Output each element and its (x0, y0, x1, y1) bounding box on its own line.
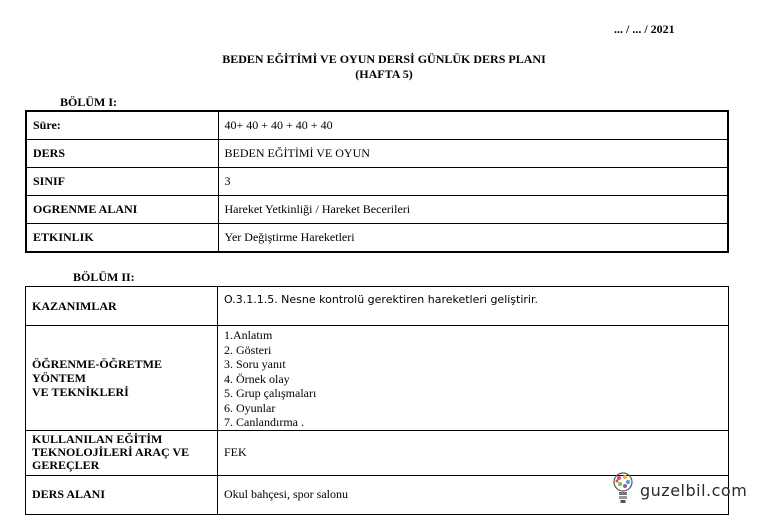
list-item: 7. Canlandırma . (224, 415, 304, 429)
watermark-text: guzelbil.com (640, 480, 748, 500)
section1-label: BÖLÜM I: (60, 95, 117, 109)
kazanimlar-label: KAZANIMLAR (26, 287, 218, 326)
ders-alani-label: DERS ALANI (26, 475, 218, 514)
yontem-label-line1: ÖĞRENME-ÖĞRETME (32, 356, 163, 371)
lightbulb-icon (612, 471, 634, 510)
kazanimlar-value: O.3.1.1.5. Nesne kontrolü gerektiren hareketleri geliştirir. (218, 287, 729, 326)
page-title: BEDEN EĞİTİMİ VE OYUN DERSİ GÜNLÜK DERS PLANI (222, 52, 546, 66)
watermark (612, 472, 747, 508)
yontem-label (26, 326, 218, 431)
arac-label-line3: GEREÇLER (32, 458, 100, 472)
section2-label: BÖLÜM II: (73, 270, 135, 284)
list-item: 2. Gösteri (224, 342, 272, 357)
arac-label-line1: KULLANILAN EĞİTİM (32, 432, 163, 446)
arac-value: FEK (218, 430, 729, 475)
table-row (26, 111, 728, 140)
page-subtitle: (HAFTA 5) (355, 67, 413, 81)
date: ... / ... / 2021 (614, 22, 675, 36)
list-item: 3. Soru yanıt (224, 357, 286, 371)
row-value-etkinlik: Yer Değiştirme Hareketleri (218, 224, 728, 253)
list-item: 6. Oyunlar (224, 400, 276, 415)
table-row (26, 196, 728, 224)
row-label-sinif: SINIF (26, 168, 218, 196)
row-label-ders: DERS (26, 140, 218, 168)
row-label-etkinlik: ETKINLIK (26, 224, 218, 253)
yontem-label-line2: YÖNTEM (32, 370, 86, 385)
table-row (26, 430, 729, 475)
ders-alani-value: Okul bahçesi, spor salonu (218, 475, 729, 514)
arac-label (26, 430, 218, 475)
yontem-list (218, 326, 729, 431)
row-label-sure: Süre: (26, 111, 218, 140)
list-item: 5. Grup çalışmaları (224, 386, 317, 400)
arac-label-line2: TEKNOLOJİLERİ ARAÇ VE (32, 445, 190, 459)
row-value-ders: BEDEN EĞİTİMİ VE OYUN (218, 140, 728, 168)
table-row (26, 224, 728, 253)
table-row (26, 140, 728, 168)
list-item: 1.Anlatım (224, 328, 273, 342)
row-label-ogrenme-alani: OGRENME ALANI (26, 196, 218, 224)
table-row (26, 326, 729, 431)
table-row (26, 168, 728, 196)
yontem-label-line3: VE TEKNİKLERİ (32, 384, 129, 399)
row-value-sinif: 3 (218, 168, 728, 196)
list-item: 4. Örnek olay (224, 371, 290, 386)
section1-table (25, 110, 729, 253)
row-value-sure: 40+ 40 + 40 + 40 + 40 (218, 111, 728, 140)
row-value-ogrenme-alani: Hareket Yetkinliği / Hareket Becerileri (218, 196, 728, 224)
table-row (26, 287, 729, 326)
